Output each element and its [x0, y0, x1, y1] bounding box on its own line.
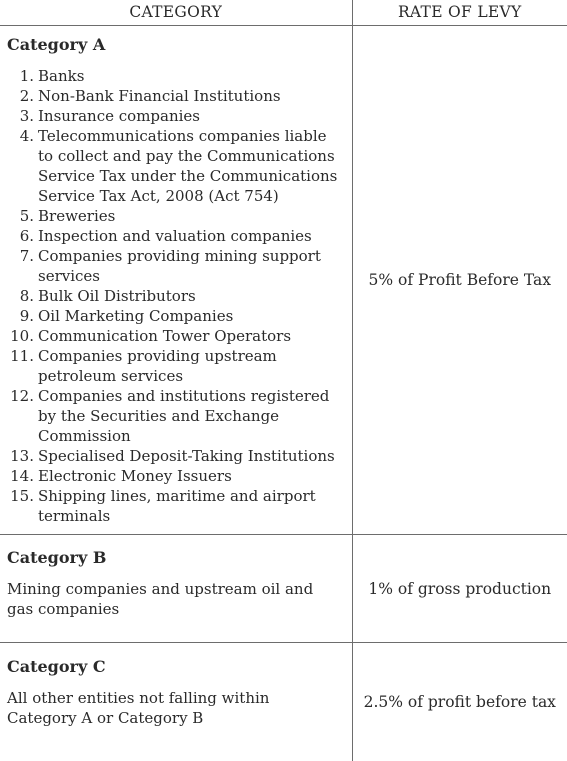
list-item-text: Shipping lines, maritime and airport terminals — [38, 486, 344, 526]
list-item — [7, 446, 344, 466]
list-item-text: Non-Bank Financial Institutions — [38, 86, 344, 106]
list-item — [7, 386, 344, 446]
category-b-cell — [0, 535, 352, 643]
list-item — [7, 126, 344, 206]
list-item-number: 6. — [7, 226, 38, 246]
list-item — [7, 326, 344, 346]
list-item-number: 8. — [7, 286, 38, 306]
list-item-number: 12. — [7, 386, 38, 446]
category-b-description: Mining companies and upstream oil and gas companies — [7, 579, 344, 619]
table-row-category-c — [0, 643, 567, 761]
category-b-heading: Category B — [7, 547, 344, 569]
list-item-number: 2. — [7, 86, 38, 106]
list-item-text: Banks — [38, 66, 344, 86]
list-item-text: Electronic Money Issuers — [38, 466, 344, 486]
list-item-number: 7. — [7, 246, 38, 286]
list-item-number: 3. — [7, 106, 38, 126]
list-item-text: Companies providing mining support services — [38, 246, 344, 286]
category-a-heading: Category A — [7, 34, 344, 56]
list-item-number: 5. — [7, 206, 38, 226]
list-item-number: 9. — [7, 306, 38, 326]
list-item-number: 4. — [7, 126, 38, 206]
list-item-number: 15. — [7, 486, 38, 526]
list-item — [7, 106, 344, 126]
category-c-cell — [0, 643, 352, 761]
category-c-rate: 2.5% of profit before tax — [352, 643, 567, 761]
list-item — [7, 466, 344, 486]
table-row-category-b — [0, 535, 567, 643]
list-item-text: Telecommunications companies liable to collect and pay the Communications Service Tax under the Communications Service Tax Act, 2008 (Act 754) — [38, 126, 344, 206]
list-item-number: 13. — [7, 446, 38, 466]
list-item-text: Companies and institutions registered by the Securities and Exchange Commission — [38, 386, 344, 446]
list-item — [7, 286, 344, 306]
list-item-text: Bulk Oil Distributors — [38, 286, 344, 306]
list-item-text: Specialised Deposit-Taking Institutions — [38, 446, 344, 466]
category-b-rate: 1% of gross production — [352, 535, 567, 643]
category-a-list — [7, 66, 344, 526]
category-column-header: CATEGORY — [0, 0, 352, 26]
list-item-number: 11. — [7, 346, 38, 386]
category-c-heading: Category C — [7, 656, 344, 678]
list-item — [7, 86, 344, 106]
rate-column-header: RATE OF LEVY — [352, 0, 567, 26]
list-item — [7, 486, 344, 526]
category-c-description: All other entities not falling within Category A or Category B — [7, 688, 344, 728]
list-item — [7, 66, 344, 86]
list-item — [7, 246, 344, 286]
list-item-text: Oil Marketing Companies — [38, 306, 344, 326]
table-row-category-a — [0, 26, 567, 535]
header-row — [0, 0, 567, 26]
category-a-cell — [0, 26, 352, 535]
list-item-text: Inspection and valuation companies — [38, 226, 344, 246]
list-item-number: 14. — [7, 466, 38, 486]
list-item — [7, 346, 344, 386]
list-item-text: Companies providing upstream petroleum services — [38, 346, 344, 386]
list-item-number: 10. — [7, 326, 38, 346]
list-item — [7, 306, 344, 326]
list-item-text: Breweries — [38, 206, 344, 226]
list-item-number: 1. — [7, 66, 38, 86]
list-item — [7, 226, 344, 246]
list-item-text: Communication Tower Operators — [38, 326, 344, 346]
list-item-text: Insurance companies — [38, 106, 344, 126]
list-item — [7, 206, 344, 226]
category-a-rate: 5% of Profit Before Tax — [352, 26, 567, 535]
